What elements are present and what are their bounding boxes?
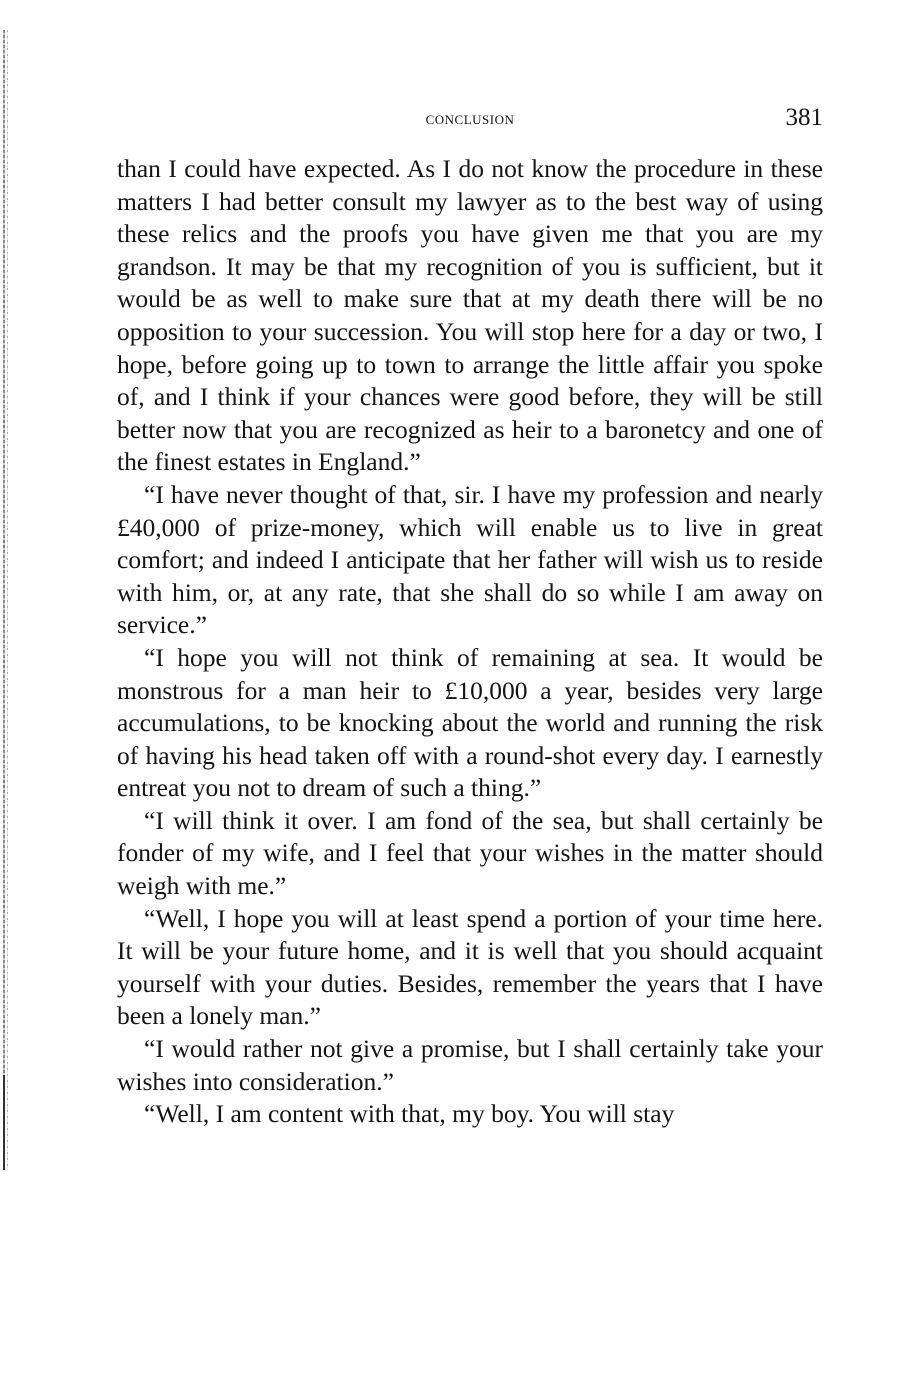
paragraph: “Well, I hope you will at least spend a portion of your time here. It will be your future home, and it is well that you should acquaint yourself with your duties. Besides, remember the years that I have been a lonely man.”	[117, 903, 823, 1031]
paragraph: “I would rather not give a promise, but I shall certainly take your wishes into consideration.”	[117, 1034, 823, 1096]
page-header	[117, 104, 823, 134]
paragraph: “I hope you will not think of remaining at sea. It would be monstrous for a man heir to £10,000 a year, besides very large accumulations, to be knocking about the world and running the risk of having his head taken off with a round-shot every day. I earnestly entreat you not to dream of such a thing.”	[117, 642, 823, 803]
paragraph: than I could have expected. As I do not know the procedure in these matters I had better consult my lawyer as to the best way of using these relics and the proofs you have given me that you are my grandson. It may be that my recognition of you is sufficient, but it would be as well to make sure that at my death there will be no opposition to your succession. You will stop here for a day or two, I hope, before going up to town to arrange the little affair you spoke of, and I think if your chances were good before, they will be still better now that you are recognized as heir to a baronetcy and one of the finest estates in England.”	[117, 154, 823, 477]
paragraph: “Well, I am content with that, my boy. You will stay	[144, 1099, 675, 1129]
binding-edge	[0, 0, 10, 1381]
binding-edge-shadow	[3, 1075, 5, 1170]
binding-edge-line	[3, 30, 5, 1170]
binding-edge-line-secondary	[7, 30, 8, 1170]
page-number: 381	[785, 104, 823, 131]
paragraph: “I will think it over. I am fond of the sea, but shall certainly be fonder of my wife, and I feel that your wishes in the matter should weigh with me.”	[117, 805, 823, 901]
body-text	[117, 153, 823, 1131]
running-head: conclusion	[425, 108, 515, 129]
paragraph: “I have never thought of that, sir. I have my profession and nearly £40,000 of prize-money, which will enable us to live in great comfort; and indeed I anticipate that her father will wish us to reside with him, or, at any rate, that she shall do so while I am away on service.”	[117, 479, 823, 640]
